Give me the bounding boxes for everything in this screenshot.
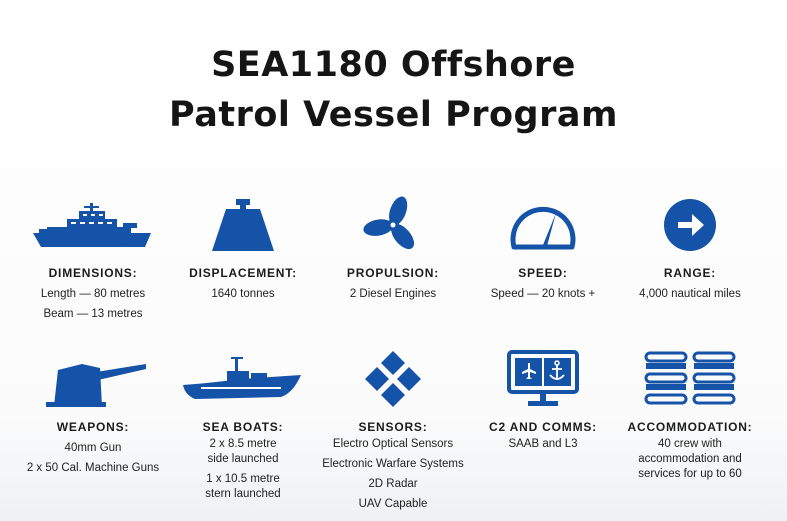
weapons-line-1: 40mm Gun (64, 442, 122, 454)
diamonds-icon (317, 344, 469, 414)
accommodation-details (594, 437, 786, 482)
sea-boats-line-1: 2 x 8.5 metre (209, 438, 277, 450)
sensors-line-3: 2D Radar (368, 478, 418, 490)
ship-icon (17, 190, 169, 260)
speed-line-1: Speed — 20 knots + (490, 288, 596, 300)
weapons-label: WEAPONS: (56, 420, 130, 434)
range-line-1: 4,000 nautical miles (639, 288, 741, 300)
c2-comms-label: C2 AND COMMS: (489, 420, 597, 434)
boat-icon (167, 344, 319, 414)
sea-boats-line-2: side launched (207, 453, 279, 465)
c2-comms-line-1: SAAB and L3 (508, 438, 578, 450)
propeller-icon (317, 190, 469, 260)
page-title (0, 40, 787, 140)
sea-boats-label: SEA BOATS: (202, 420, 284, 434)
propulsion-line-1: 2 Diesel Engines (349, 288, 437, 300)
displacement-line-1: 1640 tonnes (211, 288, 275, 300)
title-line-2: Patrol Vessel Program (169, 95, 618, 135)
gun-turret-icon (17, 344, 169, 414)
dimensions-label: DIMENSIONS: (48, 266, 138, 280)
sensors-line-1: Electro Optical Sensors (332, 438, 454, 450)
dimensions-line-1: Length — 80 metres (40, 288, 146, 300)
weight-icon (167, 190, 319, 260)
speedometer-icon (467, 190, 619, 260)
accommodation-label: ACCOMMODATION: (627, 420, 753, 434)
range-label: RANGE: (663, 266, 717, 280)
accommodation-line-2: accommodation and (638, 453, 742, 465)
sea-boats-line-3: 1 x 10.5 metre (206, 473, 280, 485)
propulsion-label: PROPULSION: (346, 266, 440, 280)
arrow-circle-icon (614, 190, 766, 260)
title-line-1: SEA1180 Offshore (211, 45, 576, 85)
accommodation-line-1: 40 crew with (658, 438, 722, 450)
range-details (594, 287, 786, 302)
dimensions-line-2: Beam — 13 metres (43, 308, 143, 320)
monitor-icon (467, 344, 619, 414)
weapons-line-2: 2 x 50 Cal. Machine Guns (26, 462, 160, 474)
sea-boats-line-4: stern launched (205, 488, 281, 500)
accommodation-line-3: services for up to 60 (638, 468, 742, 480)
bunks-icon (614, 344, 766, 414)
sensors-line-2: Electronic Warfare Systems (322, 458, 464, 470)
sensors-label: SENSORS: (358, 420, 428, 434)
sensors-line-4: UAV Capable (358, 498, 428, 510)
displacement-label: DISPLACEMENT: (189, 266, 297, 280)
speed-label: SPEED: (518, 266, 568, 280)
